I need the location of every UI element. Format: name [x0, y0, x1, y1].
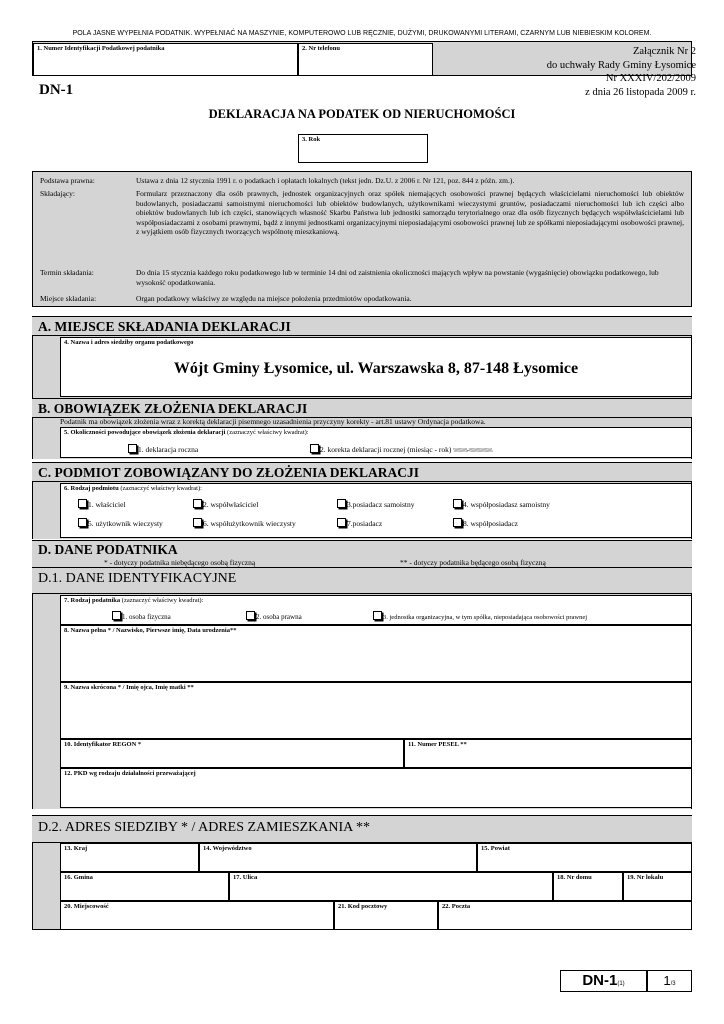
short-name-field[interactable]: 9. Nazwa skrócona * / Imię ojca, Imię matki ** — [60, 682, 692, 739]
full-name-field[interactable]: 8. Nazwa pełna * / Nazwisko, Pierwsze imię, Data urodzenia** — [60, 625, 692, 682]
house-number-field[interactable]: 18. Nr domu — [553, 872, 623, 901]
tax-office-field[interactable]: 4. Nazwa i adres siedziby organu podatkowego Wójt Gminy Łysomice, ul. Warszawska 8, 87-148 Łysomice — [60, 337, 692, 397]
attachment-line: Załącznik Nr 2 — [633, 46, 696, 57]
checkbox-icon[interactable] — [128, 444, 137, 453]
checkbox-icon[interactable] — [453, 518, 462, 527]
attachment-line: Nr XXXIV/202/2009 — [605, 73, 696, 84]
pesel-field[interactable]: 11. Numer PESEL ** — [404, 739, 692, 768]
year-field[interactable]: 3. Rok — [298, 134, 428, 163]
checkbox-icon[interactable] — [453, 499, 462, 508]
section-c-heading: C. PODMIOT ZOBOWIĄZANY DO ZŁOŻENIA DEKLARACJI — [32, 462, 692, 482]
checkbox-icon[interactable] — [310, 444, 319, 453]
d2-heading: D.2. ADRES SIEDZIBY * / ADRES ZAMIESZKANIA ** — [38, 820, 370, 835]
place-label: Miejsce składania: — [40, 294, 97, 303]
footer-form-code: DN-1(1) — [560, 970, 647, 992]
correction-option[interactable]: 2. korekta deklaracji rocznej (miesiąc - rok) \\\\\\\\\\\\-\\\\\\\\\\\\\\\\\\\\ — [310, 444, 492, 454]
entity-option-8[interactable]: 8. współposiadacz — [453, 518, 518, 528]
section-b-note: Podatnik ma obowiązek złożenia wraz z korektą deklaracji pisemnego uzasadnienia przyczyny korekty - art.81 ustawy Ordynacja podatkowa. — [60, 417, 486, 426]
checkbox-icon[interactable] — [78, 499, 87, 508]
street-field[interactable]: 17. Ulica — [229, 872, 553, 901]
form-code: DN-1 — [39, 82, 74, 98]
locality-field[interactable]: 20. Miejscowość — [60, 901, 334, 930]
postal-code-field[interactable]: 21. Kod pocztowy — [334, 901, 438, 930]
voivodeship-field[interactable]: 14. Województwo — [199, 843, 477, 872]
entity-option-6[interactable]: 6. współużytkownik wieczysty — [193, 518, 296, 528]
post-office-field[interactable]: 22. Poczta — [438, 901, 692, 930]
footer-page-number: 1/3 — [647, 970, 692, 992]
attachment-info — [470, 45, 696, 99]
checkbox-icon[interactable] — [112, 611, 121, 620]
checkbox-icon[interactable] — [373, 611, 382, 620]
attachment-line: z dnia 26 listopada 2009 r. — [585, 86, 696, 98]
taxpayer-type-field: 7. Rodzaj podatnika (zaznaczyć właściwy kwadrat): — [60, 595, 692, 625]
county-field[interactable]: 15. Powiat — [477, 843, 692, 872]
checkbox-icon[interactable] — [246, 611, 255, 620]
d1-heading: D.1. DANE IDENTYFIKACYJNE — [38, 571, 237, 586]
obligation-field: 5. Okoliczności powodujące obowiązek złożenia deklaracji (zaznaczyć właściwy kwadrat): — [60, 427, 692, 458]
section-a-heading: A. MIEJSCE SKŁADANIA DEKLARACJI — [32, 316, 692, 336]
deadline-label: Termin składania: — [40, 268, 94, 277]
deadline-text: Do dnia 15 stycznia każdego roku podatkowego lub w terminie 14 dni od zaistnienia okoliczności mających wpływ na powstanie (wygaśnięcie) obowiązku podatkowego, lub wysokość opodatkowania. — [136, 268, 659, 287]
entity-option-4[interactable]: 4. współposiadasz samoistny — [453, 499, 550, 509]
submitter-label: Składający: — [40, 189, 75, 198]
phone-field[interactable]: 2. Nr telefonu — [298, 43, 433, 76]
legal-basis-text: Ustawa z dnia 12 stycznia 1991 r. o podatkach i opłatach lokalnych (tekst jedn. Dz.U. z 2006 r. Nr 121, poz. 844 z późn. zm.). — [136, 176, 515, 185]
nip-field[interactable]: 1. Numer Identyfikacji Podatkowej podatnika — [33, 43, 298, 76]
page-title: DEKLARACJA NA PODATEK OD NIERUCHOMOŚCI — [208, 107, 516, 121]
taxpayer-type-legal[interactable]: 2. osoba prawna — [246, 611, 302, 621]
entity-option-5[interactable]: 5. użytkownik wieczysty — [78, 518, 163, 528]
entity-type-field: 6. Rodzaj podmiotu (zaznaczyć właściwy kwadrat): — [60, 483, 692, 538]
entity-option-3[interactable]: 3.posiadacz samoistny — [337, 499, 415, 509]
place-text: Organ podatkowy właściwy ze względu na miejsce położenia przedmiotów opodatkowania. — [136, 294, 412, 303]
legal-basis-label: Podstawa prawna: — [40, 176, 95, 185]
note-non-natural: * - dotyczy podatnika niebędącego osobą fizyczną — [104, 558, 256, 567]
checkbox-icon[interactable] — [193, 499, 202, 508]
entity-option-2[interactable]: 2. współwłaściciel — [193, 499, 258, 509]
attachment-line: do uchwały Rady Gminy Łysomice — [546, 59, 696, 71]
section-b-heading: B. OBOWIĄZEK ZŁOŻENIA DEKLARACJI — [32, 398, 692, 418]
regon-field[interactable]: 10. Identyfikator REGON * — [60, 739, 404, 768]
section-d-heading: D. DANE PODATNIKA — [32, 540, 692, 568]
checkbox-icon[interactable] — [337, 499, 346, 508]
pkd-field[interactable]: 12. PKD wg rodzaju działalności przeważającej — [60, 768, 692, 808]
submitter-text: Formularz przeznaczony dla osób prawnych, jednostek organizacyjnych oraz spółek niemających osobowości prawnej będących właścicielami nieruchomości lub obiektów budowlanych, posiadaczami samoistnymi nieruchomości lub obiektów budowlanych, użytkownikami wieczystymi gruntów, posiadaczami nieruchomości lub ich części albo obiektów budowlanych lub ich części, stanowiących własność Skarbu Państwa lub jednostki samorządu terytorialnego oraz dla osób fizycznych będących współwłaścicielami lub współposiadaczami z osobami prawnymi, bądź z innymi jednostkami organizacyjnymi nieposiadającymi osobowości prawnej lub ze spółkami nieposiadającymi osobowości prawnej, z wyjątkiem osób fizycznych tworzących wspólnotę mieszkaniową. — [136, 189, 684, 237]
entity-option-1[interactable]: 1. właściciel — [78, 499, 126, 509]
correction-date-fill: \\\\\\\\\\\\-\\\\\\\\\\\\\\\\\\\\ — [453, 448, 493, 454]
country-field[interactable]: 13. Kraj — [60, 843, 199, 872]
taxpayer-type-unit[interactable]: 3. jednostka organizacyjna, w tym spółka, nieposiadająca osobowości prawnej — [373, 611, 587, 621]
taxpayer-type-natural[interactable]: 1. osoba fizyczna — [112, 611, 171, 621]
checkbox-icon[interactable] — [78, 518, 87, 527]
annual-declaration-option[interactable]: 1. deklaracja roczna — [128, 444, 198, 454]
note-natural: ** - dotyczy podatnika będącego osobą fizyczną — [400, 558, 546, 567]
checkbox-icon[interactable] — [193, 518, 202, 527]
apartment-number-field[interactable]: 19. Nr lokalu — [623, 872, 692, 901]
checkbox-icon[interactable] — [337, 518, 346, 527]
entity-option-7[interactable]: 7.posiadacz — [337, 518, 382, 528]
top-notice: POLA JASNE WYPEŁNIA PODATNIK. WYPEŁNIAĆ NA MASZYNIE, KOMPUTEROWO LUB RĘCZNIE, DUŻYMI, DRUKOWANYMI LITERAMI, CZARNYM LUB NIEBIESKIM KOLOREM. — [72, 30, 652, 37]
commune-field[interactable]: 16. Gmina — [60, 872, 229, 901]
tax-office-value: Wójt Gminy Łysomice, ul. Warszawska 8, 87-148 Łysomice — [173, 360, 579, 377]
